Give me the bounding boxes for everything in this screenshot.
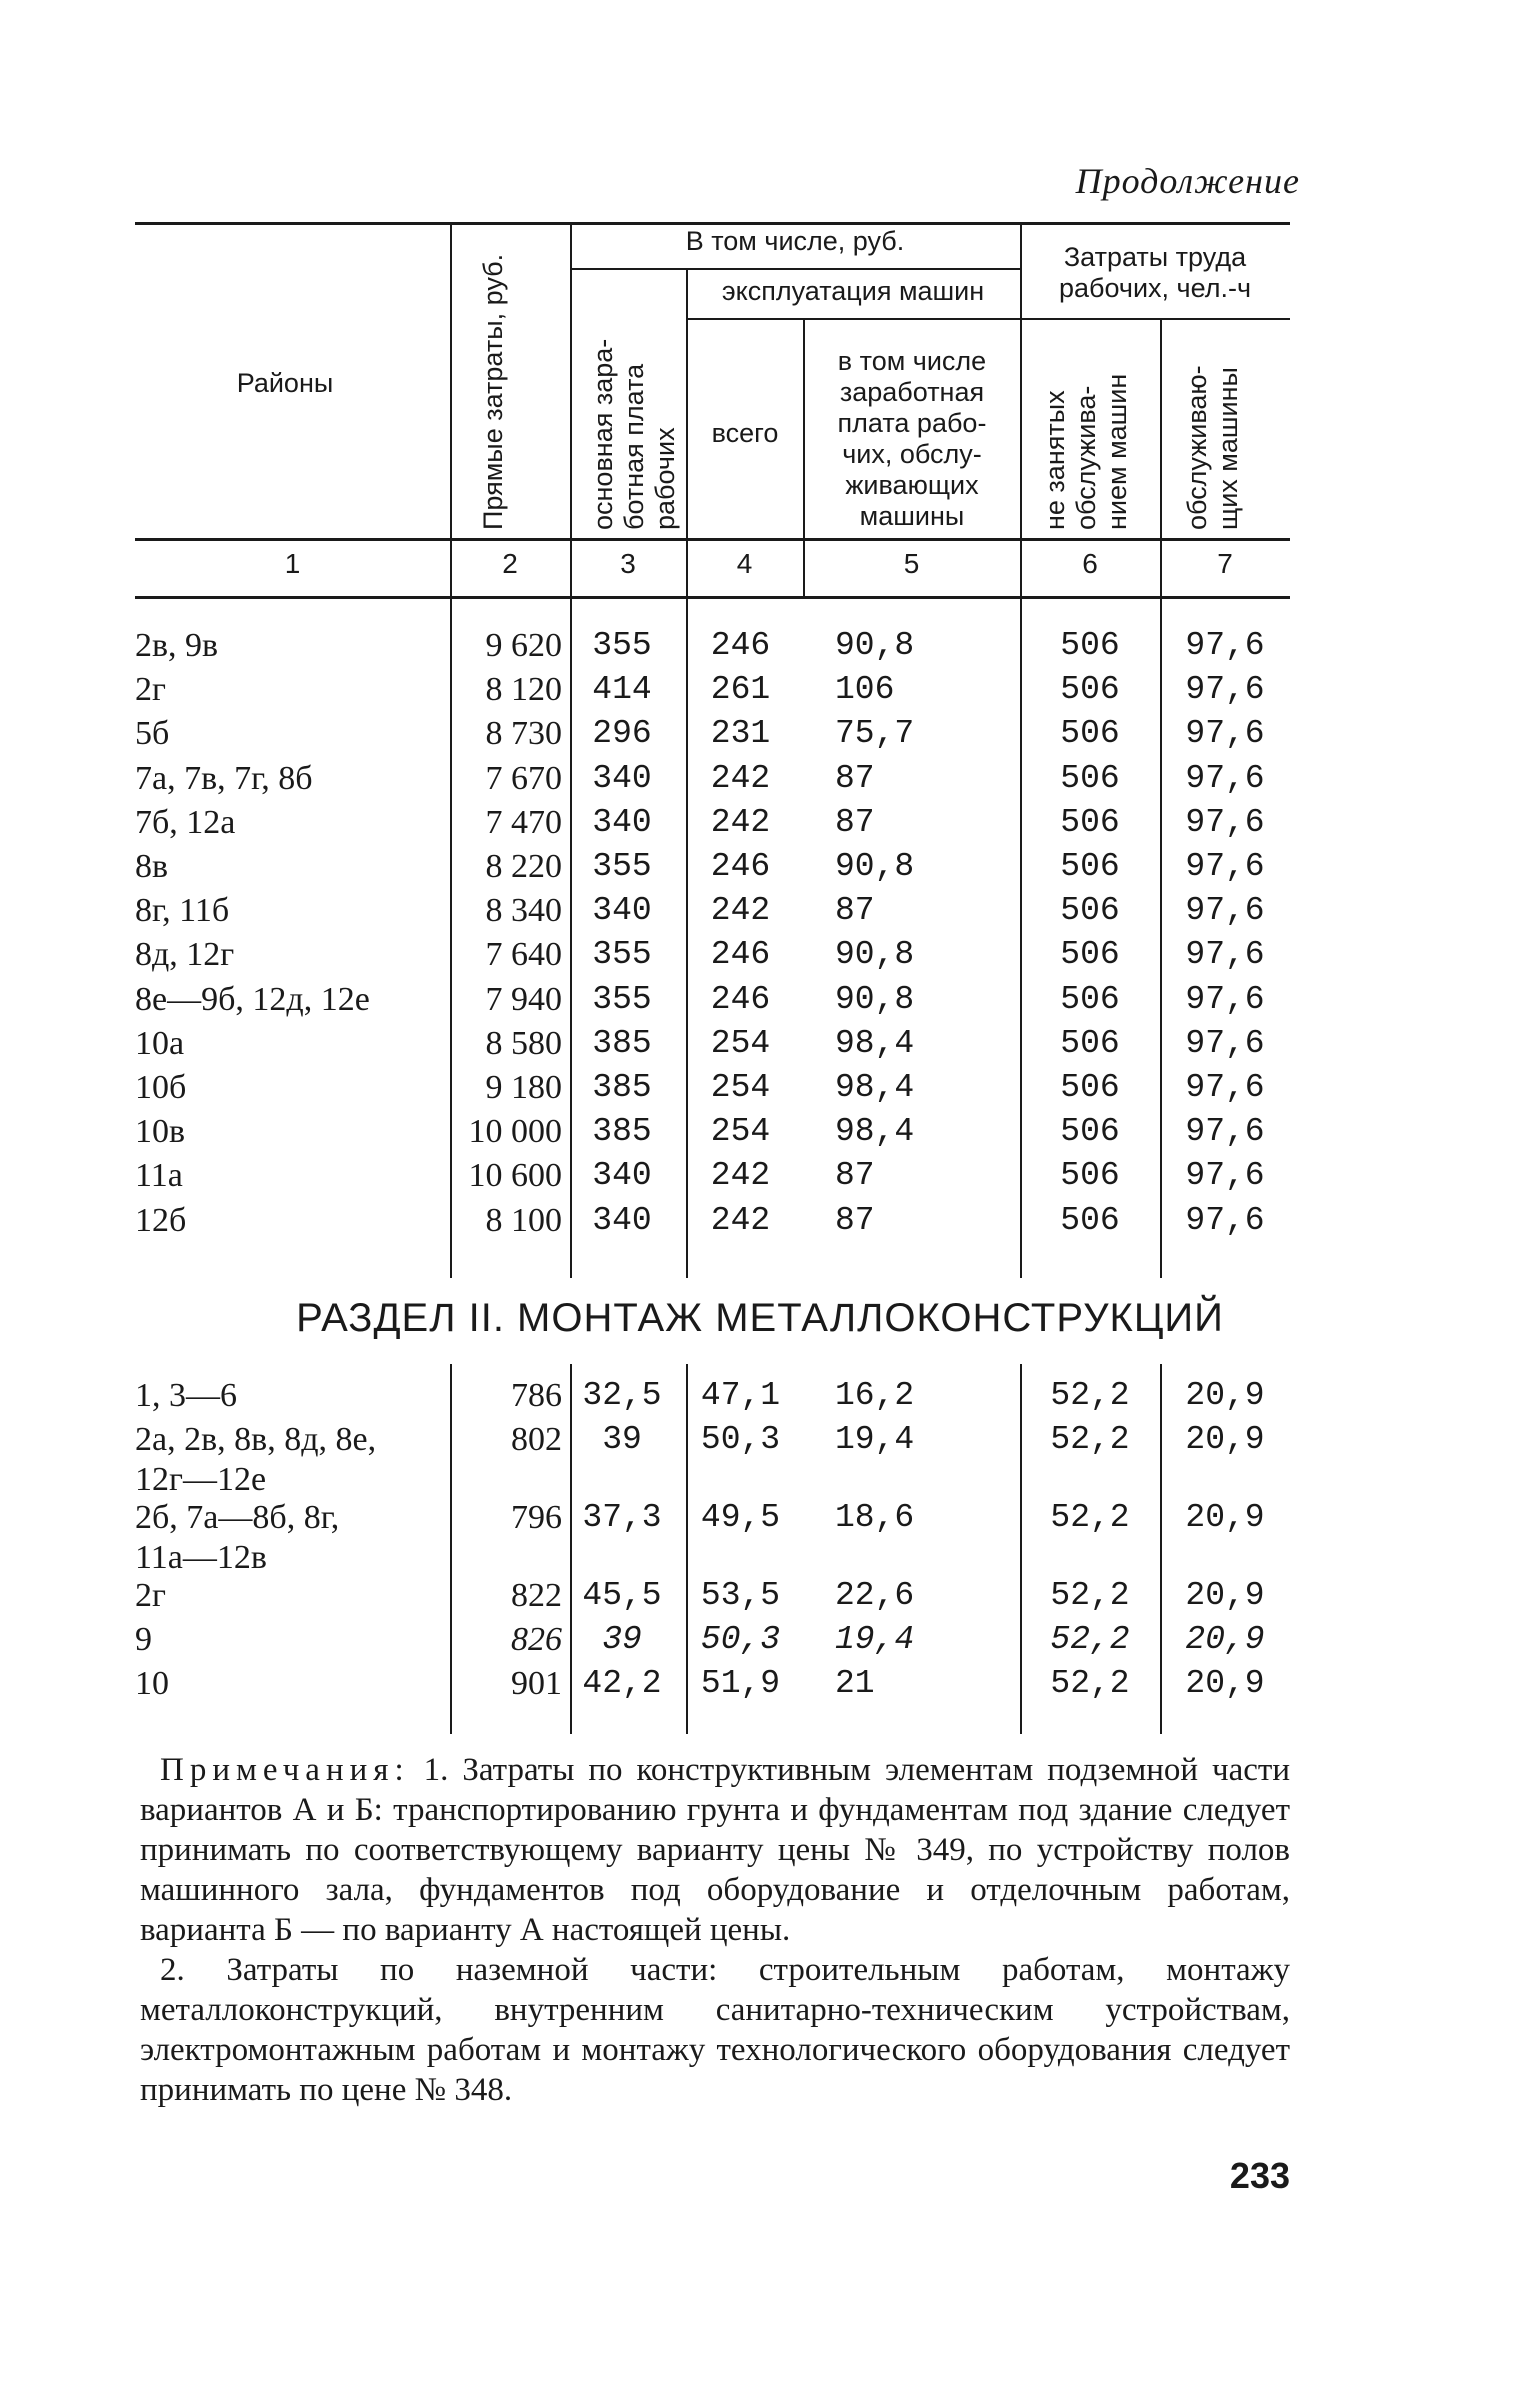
header-rule-labor	[1020, 318, 1290, 320]
cell-machine-wage: 19,4	[835, 1421, 915, 1458]
header-rule-machine-operation	[686, 318, 1020, 320]
cell-basic-wage: 32,5	[582, 1377, 662, 1414]
header-total: всего	[711, 418, 779, 448]
cell-direct-costs: 7 470	[485, 803, 562, 841]
header-bottom-rule	[135, 538, 1290, 541]
cell-labor-machine: 97,6	[1185, 980, 1265, 1018]
column-numbers-rule	[135, 596, 1290, 599]
cell-machine-total: 261	[710, 671, 771, 709]
cell-region: 7а, 7в, 7г, 8б	[135, 759, 313, 797]
continuation-label: Продолжение	[1075, 161, 1300, 201]
cell-labor-not-machine: 52,2	[1050, 1377, 1130, 1414]
cell-machine-wage: 87	[835, 1201, 875, 1239]
cell-labor-machine: 20,9	[1185, 1377, 1265, 1414]
cell-basic-wage: 340	[592, 1157, 652, 1195]
cell-labor-not-machine: 52,2	[1050, 1499, 1130, 1536]
cell-basic-wage: 385	[592, 1069, 652, 1106]
cell-basic-wage: 340	[592, 1201, 652, 1239]
cell-basic-wage: 42,2	[582, 1665, 662, 1702]
cell-basic-wage: 296	[592, 715, 652, 753]
cell-labor-machine: 97,6	[1185, 803, 1265, 841]
header-divider-5	[1020, 222, 1022, 596]
cell-labor-not-machine: 506	[1060, 1201, 1120, 1239]
cell-labor-machine: 97,6	[1185, 715, 1265, 753]
header-not-machine-workers: не занятых обслужива-нием машин	[1040, 373, 1132, 530]
cell-region: 10а	[135, 1024, 185, 1062]
cell-labor-machine: 20,9	[1185, 1621, 1265, 1658]
cell-labor-machine: 97,6	[1185, 671, 1265, 709]
header-including: В том числе, руб.	[685, 226, 905, 256]
cell-direct-costs: 8 120	[485, 671, 562, 709]
header-rule-including	[570, 268, 1020, 270]
cell-machine-wage: 87	[835, 892, 875, 930]
cell-direct-costs: 826	[511, 1621, 562, 1658]
cell-direct-costs: 7 940	[485, 980, 562, 1018]
cell-direct-costs: 8 100	[485, 1201, 562, 1239]
cell-labor-machine: 97,6	[1185, 627, 1265, 664]
note-1-text: 1. Затраты по конструктивным элементам подземной части вариантов А и Б: транспортированию грунта и фундаментам под здание следует принимать по соответствующему варианту цены № 349, по устройству полов машинного зала, фундаментов под оборудование и отделочным работам, варианта Б — по варианту А настоящей цены.	[140, 1752, 1291, 1948]
cell-labor-not-machine: 506	[1060, 892, 1120, 930]
cell-machine-wage: 18,6	[835, 1499, 915, 1536]
cell-machine-total: 246	[710, 848, 771, 885]
cell-machine-total: 254	[710, 1069, 771, 1106]
cell-machine-total: 231	[710, 715, 771, 753]
page-number: 233	[1229, 2155, 1290, 2196]
cell-labor-machine: 20,9	[1185, 1421, 1265, 1458]
table-top-rule	[135, 222, 1290, 225]
header-machine-wage-line: заработная	[839, 377, 985, 407]
cell-region: 2а, 2в, 8в, 8д, 8е, 12г—12е	[135, 1421, 377, 1498]
cell-region: 2г	[135, 1577, 166, 1614]
cell-machine-wage: 22,6	[835, 1577, 915, 1614]
cell-basic-wage: 340	[592, 892, 652, 930]
note-1	[140, 1750, 1290, 1950]
note-2: 2. Затраты по наземной части: строительным работам, монтажу металлоконструкций, внутренним санитарно-техническим устройствам, электромонтажным работам и монтажу технологического оборудования следует принимать по цене № 348.	[140, 1952, 1290, 2108]
cell-direct-costs: 786	[511, 1377, 562, 1414]
cell-basic-wage: 355	[592, 627, 652, 664]
cell-region: 2б, 7а—8б, 8г, 11а—12в	[135, 1499, 340, 1576]
header-machine-wage-line: живающих	[845, 470, 979, 500]
cell-machine-wage: 87	[835, 803, 875, 841]
column-number: 1	[284, 548, 301, 579]
cell-region: 7б, 12а	[135, 803, 236, 841]
cell-direct-costs: 9 180	[485, 1069, 562, 1106]
cell-machine-total: 50,3	[700, 1421, 781, 1458]
header-labor-costs: Затраты труда рабочих, чел.-ч	[1058, 242, 1252, 303]
header-machine-wage-line: плата рабо-	[837, 408, 987, 438]
header-direct-costs: Прямые затраты, руб.	[478, 253, 508, 530]
header-machine-wage-line: машины	[859, 501, 965, 531]
header-divider-2	[570, 222, 572, 596]
cell-region: 11а	[135, 1157, 183, 1195]
cell-machine-total: 254	[710, 1113, 771, 1151]
cell-labor-machine: 20,9	[1185, 1665, 1265, 1702]
header-basic-wage: основная зара-ботная плата рабочих	[588, 338, 680, 530]
cell-labor-not-machine: 506	[1060, 715, 1120, 753]
cell-labor-machine: 97,6	[1185, 759, 1265, 797]
cell-machine-total: 242	[710, 892, 771, 930]
cell-machine-total: 50,3	[700, 1621, 781, 1658]
cell-labor-machine: 97,6	[1185, 1069, 1265, 1106]
cell-direct-costs: 796	[511, 1499, 562, 1536]
column-number: 2	[502, 548, 518, 579]
header-machine-workers: обслуживаю-щих машины	[1182, 365, 1243, 530]
cell-basic-wage: 39	[602, 1421, 642, 1458]
cell-labor-machine: 97,6	[1185, 936, 1265, 974]
cell-labor-not-machine: 506	[1060, 803, 1120, 841]
cell-direct-costs: 802	[511, 1421, 562, 1458]
cell-basic-wage: 37,3	[582, 1499, 662, 1536]
cell-labor-machine: 97,6	[1185, 1157, 1265, 1195]
cell-labor-machine: 97,6	[1185, 1024, 1265, 1062]
section-title: РАЗДЕЛ II. МОНТАЖ МЕТАЛЛОКОНСТРУКЦИЙ	[296, 1296, 1224, 1340]
cell-basic-wage: 355	[592, 936, 652, 974]
cell-region: 5б	[135, 715, 170, 753]
cell-basic-wage: 340	[592, 759, 652, 797]
cell-basic-wage: 45,5	[582, 1577, 662, 1614]
cell-machine-total: 242	[710, 803, 771, 841]
cell-region: 2г	[135, 671, 166, 709]
cell-direct-costs: 10 000	[468, 1113, 562, 1151]
cell-machine-total: 246	[710, 936, 771, 974]
cell-labor-not-machine: 506	[1060, 1069, 1120, 1106]
cell-labor-machine: 97,6	[1185, 1113, 1265, 1151]
cell-basic-wage: 355	[592, 848, 652, 885]
cell-basic-wage: 340	[592, 803, 652, 841]
cell-machine-wage: 16,2	[835, 1377, 915, 1414]
cell-direct-costs: 8 580	[485, 1024, 562, 1062]
cell-labor-not-machine: 506	[1060, 1024, 1120, 1062]
cell-machine-total: 53,5	[700, 1577, 781, 1614]
cell-machine-total: 242	[710, 759, 771, 797]
cell-labor-machine: 20,9	[1185, 1577, 1265, 1614]
cell-basic-wage: 414	[592, 671, 652, 709]
cell-labor-machine: 20,9	[1185, 1499, 1265, 1536]
cell-direct-costs: 9 620	[485, 627, 562, 664]
header-divider-3	[686, 268, 688, 596]
header-regions: Районы	[236, 368, 334, 398]
notes-label: Примечания:	[160, 1752, 410, 1788]
cell-machine-wage: 98,4	[835, 1069, 915, 1106]
cell-machine-wage: 90,8	[835, 627, 915, 664]
cell-labor-not-machine: 506	[1060, 1113, 1120, 1151]
cell-machine-wage: 98,4	[835, 1024, 915, 1062]
cell-machine-wage: 90,8	[835, 980, 915, 1018]
cell-machine-wage: 106	[835, 671, 895, 709]
column-number: 3	[620, 548, 636, 579]
cell-region: 8е—9б, 12д, 12е	[135, 980, 370, 1018]
cell-labor-machine: 97,6	[1185, 892, 1265, 930]
cell-machine-wage: 87	[835, 1157, 875, 1195]
cell-machine-total: 242	[710, 1201, 771, 1239]
column-number: 5	[903, 548, 920, 579]
header-machine-operation: эксплуатация машин	[721, 276, 985, 306]
cell-region: 8д, 12г	[135, 936, 235, 974]
header-machine-wage	[806, 346, 1018, 532]
cell-region: 1, 3—6	[135, 1377, 237, 1414]
cell-machine-total: 242	[710, 1157, 771, 1195]
cell-basic-wage: 355	[592, 980, 652, 1018]
cell-machine-wage: 21	[835, 1665, 875, 1702]
header-divider-1	[450, 222, 452, 596]
cell-machine-total: 47,1	[700, 1377, 781, 1414]
notes	[140, 1750, 1290, 2110]
column-number: 6	[1082, 548, 1098, 579]
cell-machine-wage: 19,4	[835, 1621, 915, 1658]
cell-labor-not-machine: 506	[1060, 1157, 1120, 1195]
cell-region: 10	[135, 1665, 169, 1702]
cell-labor-not-machine: 52,2	[1050, 1621, 1130, 1658]
cell-machine-total: 51,9	[700, 1665, 781, 1702]
cell-machine-wage: 90,8	[835, 936, 915, 974]
cell-region: 8г, 11б	[135, 892, 230, 930]
cell-basic-wage: 39	[602, 1621, 642, 1658]
cell-basic-wage: 385	[592, 1024, 652, 1062]
cell-labor-not-machine: 506	[1060, 671, 1120, 709]
header-machine-wage-line: в том числе	[837, 346, 987, 376]
cell-labor-machine: 97,6	[1185, 848, 1265, 885]
cell-labor-machine: 97,6	[1185, 1201, 1265, 1239]
column-number: 7	[1217, 548, 1233, 579]
cell-basic-wage: 385	[592, 1113, 652, 1151]
cell-direct-costs: 7 670	[485, 759, 562, 797]
cell-labor-not-machine: 52,2	[1050, 1665, 1130, 1702]
cell-machine-wage: 75,7	[835, 715, 915, 753]
cell-labor-not-machine: 52,2	[1050, 1421, 1130, 1458]
cell-direct-costs: 8 730	[485, 715, 562, 753]
cell-machine-wage: 90,8	[835, 848, 915, 885]
cell-direct-costs: 7 640	[485, 936, 562, 974]
cell-labor-not-machine: 506	[1060, 759, 1120, 797]
cell-machine-wage: 87	[835, 759, 875, 797]
cell-machine-total: 49,5	[700, 1499, 781, 1536]
cell-region: 12б	[135, 1201, 187, 1239]
cell-machine-wage: 98,4	[835, 1113, 915, 1151]
cell-labor-not-machine: 506	[1060, 936, 1120, 974]
cell-region: 8в	[135, 848, 169, 885]
cell-direct-costs: 822	[511, 1577, 562, 1614]
column-number: 4	[736, 548, 753, 579]
cell-machine-total: 246	[710, 980, 771, 1018]
cell-labor-not-machine: 52,2	[1050, 1577, 1130, 1614]
cell-machine-total: 254	[710, 1024, 771, 1062]
cell-direct-costs: 10 600	[468, 1157, 562, 1195]
cell-direct-costs: 8 220	[485, 848, 562, 885]
cell-labor-not-machine: 506	[1060, 980, 1120, 1018]
header-machine-wage-line: чих, обслу-	[842, 439, 982, 469]
cell-region: 2в, 9в	[135, 627, 219, 664]
cell-machine-total: 246	[710, 627, 771, 664]
cell-labor-not-machine: 506	[1060, 627, 1120, 664]
cell-direct-costs: 901	[511, 1665, 562, 1702]
cell-region: 10в	[135, 1113, 186, 1151]
cell-direct-costs: 8 340	[485, 892, 562, 930]
cell-region: 9	[135, 1621, 152, 1658]
cell-labor-not-machine: 506	[1060, 848, 1120, 885]
cell-region: 10б	[135, 1069, 187, 1106]
